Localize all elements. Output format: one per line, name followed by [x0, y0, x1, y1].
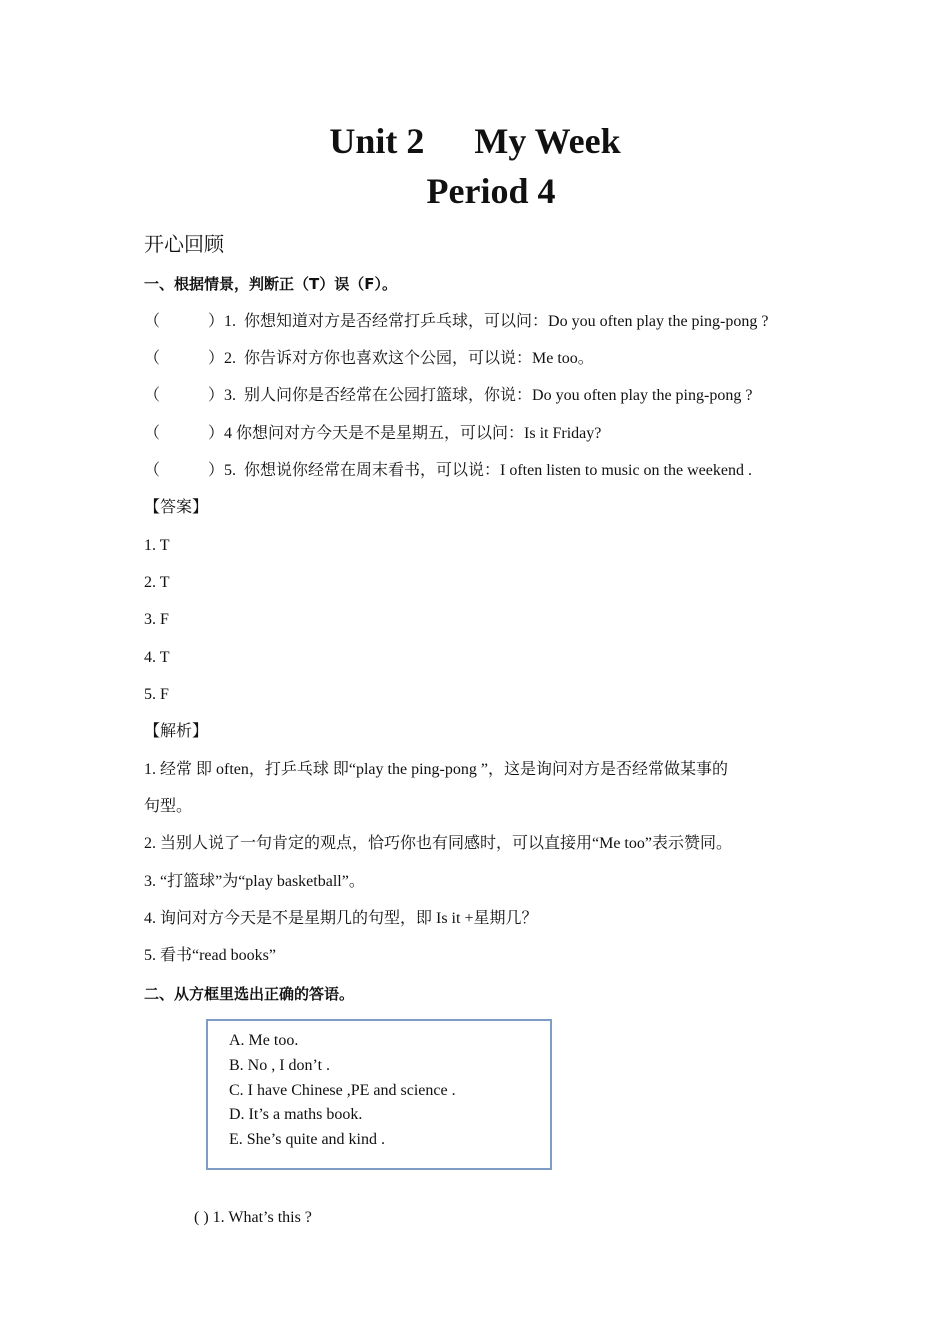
part2-heading: 二、从方框里选出正确的答语。: [144, 985, 355, 1003]
analysis-line-1: 1. 经常 即 often，打乒乓球 即“play the ping-pong ”，这是询问对方是否经常做某事的: [144, 761, 728, 778]
question-2: [144, 348, 594, 370]
question-number: ）2.: [208, 350, 237, 367]
question-5: [144, 460, 752, 482]
question-text: 你告诉对方你也喜欢这个公园，可以说：Me too。: [244, 350, 594, 367]
options-box: [206, 1019, 552, 1170]
answer-blank[interactable]: （: [144, 462, 161, 479]
option-c: C. I have Chinese ,PE and science .: [229, 1082, 456, 1099]
section-review-heading: 开心回顾: [144, 232, 224, 256]
answer-blank[interactable]: （: [144, 387, 161, 404]
answer-1: 1. T: [144, 537, 170, 554]
option-d: D. It’s a maths book.: [229, 1106, 363, 1123]
unit-number: Unit 2: [329, 121, 425, 161]
question-1: [144, 311, 768, 333]
part2-question-1: ( ) 1. What’s this ?: [194, 1209, 312, 1226]
question-3: [144, 385, 752, 407]
answer-blank[interactable]: （: [144, 425, 161, 442]
unit-title: [0, 121, 950, 161]
answer-2: 2. T: [144, 574, 170, 591]
period-title: Period 4: [426, 171, 556, 211]
answer-blank[interactable]: （: [144, 350, 161, 367]
option-b: B. No , I don’t .: [229, 1057, 331, 1074]
analysis-label: 【解析】: [144, 723, 209, 740]
question-text: 你想问对方今天是不是星期五，可以问：Is it Friday?: [236, 425, 602, 442]
part1-heading: 一、根据情景，判断正（T）误（F）。: [144, 275, 397, 293]
question-number: ）3.: [208, 387, 237, 404]
option-e: E. She’s quite and kind .: [229, 1131, 385, 1148]
question-number: ）4: [208, 425, 233, 442]
option-a: A. Me too.: [229, 1032, 299, 1049]
analysis-line-1-cont: 句型。: [144, 798, 193, 815]
answer-5: 5. F: [144, 686, 169, 703]
answer-3: 3. F: [144, 611, 169, 628]
question-number: ）1.: [208, 313, 237, 330]
analysis-line-2: 2. 当别人说了一句肯定的观点，恰巧你也有同感时，可以直接用“Me too”表示赞同。: [144, 835, 732, 852]
analysis-line-3: 3. “打篮球”为“play basketball”。: [144, 873, 365, 890]
analysis-line-4: 4. 询问对方今天是不是星期几的句型，即 Is it +星期几？: [144, 910, 538, 927]
question-number: ）5.: [208, 462, 237, 479]
question-4: [144, 423, 601, 445]
analysis-line-5: 5. 看书“read books”: [144, 947, 276, 964]
answer-4: 4. T: [144, 649, 170, 666]
answer-label: 【答案】: [144, 499, 209, 516]
question-text: 别人问你是否经常在公园打篮球，你说：Do you often play the ping-pong ?: [244, 387, 753, 404]
question-text: 你想知道对方是否经常打乒乓球，可以问：Do you often play the ping-pong ?: [244, 313, 769, 330]
unit-topic: My Week: [474, 121, 621, 161]
answer-blank[interactable]: （: [144, 313, 161, 330]
question-text: 你想说你经常在周末看书，可以说：I often listen to music on the weekend .: [244, 462, 752, 479]
